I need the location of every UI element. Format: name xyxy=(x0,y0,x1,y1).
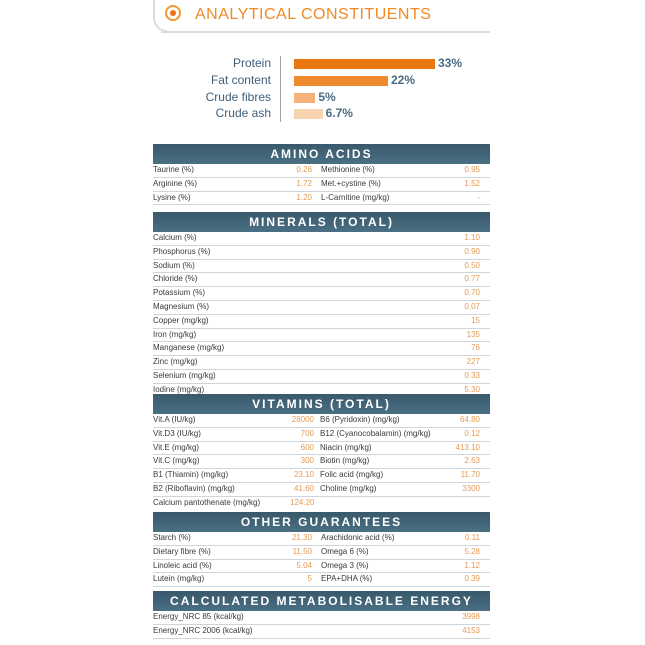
table-row xyxy=(153,560,490,574)
table-row xyxy=(153,497,490,510)
section-header xyxy=(153,0,490,32)
row-value: 135 xyxy=(466,329,480,339)
table-row xyxy=(153,301,490,315)
row-label-left: B2 (Riboflavin) (mg/kg) xyxy=(153,483,235,493)
row-label-right: L-Carnitine (mg/kg) xyxy=(321,192,390,202)
row-value-left: 21.30 xyxy=(291,533,312,542)
table-row xyxy=(153,625,490,639)
table-row xyxy=(153,287,490,301)
row-label: Phosphorus (%) xyxy=(153,246,211,256)
row-value: 76 xyxy=(471,343,480,353)
row-label-right: B12 (Cyanocobalamin) (mg/kg) xyxy=(320,428,431,438)
row-label-left: Vit.D3 (IU/kg) xyxy=(153,428,201,438)
row-label-right: Biotin (mg/kg) xyxy=(320,456,370,466)
row-value: 0.77 xyxy=(464,274,480,284)
table-row xyxy=(153,611,490,625)
row-label: Manganese (mg/kg) xyxy=(153,343,225,353)
row-label-left: B1 (Thiamin) (mg/kg) xyxy=(153,470,229,480)
minerals-heading: MINERALS (TOTAL) xyxy=(153,212,490,232)
table-row xyxy=(153,442,490,456)
energy-table xyxy=(153,591,490,639)
vitamins-heading: VITAMINS (TOTAL) xyxy=(153,394,490,414)
row-label-left: Lysine (%) xyxy=(153,192,191,202)
row-label-left: Arginine (%) xyxy=(153,178,198,188)
table-row xyxy=(153,164,490,178)
row-label: Calcium (%) xyxy=(153,233,197,242)
row-label: Copper (mg/kg) xyxy=(153,315,209,325)
row-value: 0.50 xyxy=(464,260,480,270)
row-label-right: Choline (mg/kg) xyxy=(320,483,377,493)
table-row xyxy=(153,414,490,428)
target-icon xyxy=(165,5,181,21)
table-row xyxy=(153,356,490,370)
row-value-right: 1.12 xyxy=(464,560,480,570)
row-label: Iodine (mg/kg) xyxy=(153,384,205,394)
bar xyxy=(294,109,323,119)
amino-acids-table xyxy=(153,144,490,205)
row-value-right: 0.95 xyxy=(464,165,480,174)
row-value: 0.90 xyxy=(464,246,480,256)
row-label: Sodium (%) xyxy=(153,260,195,270)
row-label-right: Met.+cystine (%) xyxy=(321,178,381,188)
vitamins-table xyxy=(153,394,490,510)
header-divider xyxy=(161,31,490,33)
row-value-right: 0.39 xyxy=(464,574,480,584)
row-label-right: Methionine (%) xyxy=(321,165,375,174)
table-row xyxy=(153,232,490,246)
row-value-left: 11.50 xyxy=(292,546,312,556)
table-row xyxy=(153,329,490,343)
row-value: 0.33 xyxy=(464,370,480,380)
table-row xyxy=(153,192,490,206)
row-value-right: 5.28 xyxy=(464,546,480,556)
table-row xyxy=(153,260,490,274)
row-label-right: EPA+DHA (%) xyxy=(321,574,373,584)
row-label-right: Niacin (mg/kg) xyxy=(320,442,372,452)
row-label-right: B6 (Pyridoxin) (mg/kg) xyxy=(320,415,400,424)
table-row xyxy=(153,273,490,287)
bar-label: Crude ash xyxy=(215,106,271,121)
row-value-right: 413.10 xyxy=(455,442,480,452)
row-value-left: 1.20 xyxy=(296,192,312,202)
row-value: 5.30 xyxy=(464,384,480,394)
row-label: Energy_NRC 85 (kcal/kg) xyxy=(153,612,244,621)
chart-row xyxy=(153,73,490,89)
table-row xyxy=(153,546,490,560)
bar xyxy=(294,59,435,69)
page-title: ANALYTICAL CONSTITUENTS xyxy=(195,6,432,23)
row-label-left: Calcium pantothenate (mg/kg) xyxy=(153,497,261,507)
bar xyxy=(294,76,388,86)
row-label-left: Vit.E (mg/kg) xyxy=(153,442,200,452)
other-guarantees-heading: OTHER GUARANTEES xyxy=(153,512,490,532)
table-row xyxy=(153,455,490,469)
row-value: 0.07 xyxy=(464,301,480,311)
row-label-right: Arachidonic acid (%) xyxy=(321,533,395,542)
row-label-left: Starch (%) xyxy=(153,533,191,542)
row-value-right: 0.11 xyxy=(465,533,480,542)
bar-label: Crude fibres xyxy=(205,89,271,104)
bar xyxy=(294,93,315,103)
row-label-left: Vit.A (IU/kg) xyxy=(153,415,196,424)
bar-value: 6.7% xyxy=(325,106,353,121)
row-value-left: 1.72 xyxy=(296,178,312,188)
table-row xyxy=(153,483,490,497)
row-label-left: Taurine (%) xyxy=(153,165,194,174)
row-label: Iron (mg/kg) xyxy=(153,329,197,339)
bar-value: 33% xyxy=(438,56,463,70)
row-value: 4153 xyxy=(462,625,480,635)
row-value-left: 700 xyxy=(300,428,314,438)
row-value-right: - xyxy=(477,192,480,202)
row-value-left: 28000 xyxy=(291,415,314,424)
row-value-left: 300 xyxy=(300,456,314,466)
row-value: 227 xyxy=(466,357,480,367)
table-row xyxy=(153,573,490,587)
row-value-left: 600 xyxy=(300,442,314,452)
row-value-right: 64.80 xyxy=(459,415,480,424)
row-value-right: 1.52 xyxy=(464,178,480,188)
row-label: Zinc (mg/kg) xyxy=(153,357,198,367)
bar-label: Protein xyxy=(232,56,271,70)
row-value: 0.70 xyxy=(464,288,480,298)
bar-label: Fat content xyxy=(210,72,271,87)
row-label: Selenium (mg/kg) xyxy=(153,370,216,380)
row-label: Chloride (%) xyxy=(153,274,198,284)
row-value-left: 5.04 xyxy=(296,560,312,570)
nutrition-panel xyxy=(153,0,490,635)
table-row xyxy=(153,342,490,356)
chart-row xyxy=(153,106,490,122)
amino-acids-heading: AMINO ACIDS xyxy=(153,144,490,164)
row-value: 1.10 xyxy=(464,233,480,242)
energy-heading: CALCULATED METABOLISABLE ENERGY xyxy=(153,591,490,611)
analytical-bar-chart xyxy=(153,56,490,122)
table-row xyxy=(153,370,490,384)
row-label-right: Folic acid (mg/kg) xyxy=(320,470,384,480)
table-row xyxy=(153,246,490,260)
row-value-left: 23.10 xyxy=(293,470,314,480)
row-value-left: 0.26 xyxy=(296,165,312,174)
chart-row xyxy=(153,90,490,106)
row-value-left: 5 xyxy=(307,574,312,584)
row-value-left: 41.60 xyxy=(293,483,314,493)
table-row xyxy=(153,315,490,329)
row-value: 15 xyxy=(471,315,480,325)
row-label-right: Omega 3 (%) xyxy=(321,560,369,570)
row-label-left: Lutein (mg/kg) xyxy=(153,574,205,584)
row-label-left: Linoleic acid (%) xyxy=(153,560,212,570)
bar-value: 22% xyxy=(391,72,416,87)
table-row xyxy=(153,428,490,442)
row-label-left: Vit.C (mg/kg) xyxy=(153,456,200,466)
row-label-left: Dietary fibre (%) xyxy=(153,546,211,556)
table-row xyxy=(153,532,490,546)
row-value-right: 0.12 xyxy=(464,428,480,438)
row-value: 3998 xyxy=(462,612,480,621)
bar-value: 5% xyxy=(318,89,336,104)
row-value-right: 2.63 xyxy=(464,456,480,466)
row-value-right: 3300 xyxy=(462,483,480,493)
row-label-right: Omega 6 (%) xyxy=(321,546,369,556)
chart-row xyxy=(153,56,490,72)
other-guarantees-table xyxy=(153,512,490,587)
row-label: Potassium (%) xyxy=(153,288,206,298)
row-value-left: 124.20 xyxy=(290,497,315,507)
row-value-right: 11.70 xyxy=(460,470,480,480)
table-row xyxy=(153,469,490,483)
table-row xyxy=(153,178,490,192)
minerals-table xyxy=(153,212,490,398)
row-label: Energy_NRC 2006 (kcal/kg) xyxy=(153,625,253,635)
row-label: Magnesium (%) xyxy=(153,301,210,311)
